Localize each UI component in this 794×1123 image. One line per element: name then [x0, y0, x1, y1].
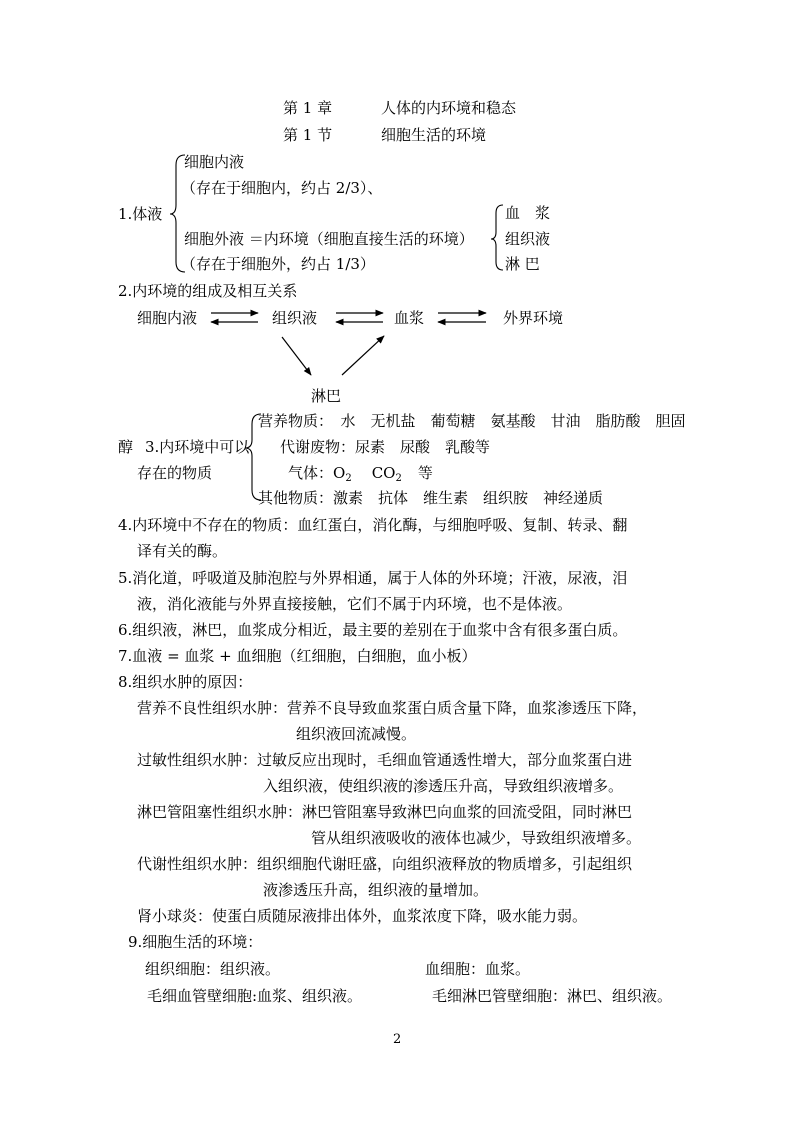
capillary-wall-env: 毛细血管壁细胞:血浆、组织液。	[147, 987, 363, 1005]
others-line: 其他物质：激素 抗体 维生素 组织胺 神经递质	[258, 489, 604, 507]
item9-heading: 9.细胞生活的环境：	[128, 933, 263, 951]
component-lymph: 淋 巴	[505, 255, 540, 273]
item5-line1: 5.消化道，呼吸道及肺泡腔与外界相通，属于人体的外环境；汗液，尿液，泪	[118, 569, 628, 587]
metabolic-edema-line1: 代谢性组织水肿：组织细胞代谢旺盛，向组织液释放的物质增多，引起组织	[137, 855, 633, 873]
gases-line: 气体：$O_2$ $CO_2$ 等	[288, 464, 433, 484]
item4-line1: 4.内环境中不存在的物质：血红蛋白，消化酶，与细胞呼吸、复制、转录、翻	[118, 516, 628, 534]
node-tissue-fluid: 组织液	[272, 309, 318, 327]
substances-brace	[245, 414, 261, 500]
lymphatic-edema-line2: 管从组织液吸收的液体也减少，导致组织液增多。	[311, 829, 642, 847]
intracellular-fluid: 细胞内液	[184, 153, 245, 171]
item3-label-line1: 3.内环境中可以	[145, 438, 250, 456]
metabolic-edema-line2: 液渗透压升高，组织液的量增加。	[263, 881, 489, 899]
item1-label: 1.体液	[118, 205, 163, 223]
arrow-lymph-to-plasma	[342, 336, 384, 375]
section-title: 细胞生活的环境	[381, 126, 487, 144]
extracellular-brace	[491, 205, 503, 270]
blood-cells-env: 血细胞：血浆。	[425, 960, 531, 978]
node-lymph: 淋巴	[311, 387, 342, 405]
item2-heading: 2.内环境的组成及相互关系	[118, 282, 298, 300]
allergic-edema-line2: 入组织液，使组织液的渗透压升高，导致组织液增多。	[263, 777, 624, 795]
arrow-tissue-to-lymph	[282, 337, 311, 375]
carry-over-char: 醇	[118, 438, 134, 456]
component-plasma: 血 浆	[505, 204, 551, 222]
item6: 6.组织液，淋巴，血浆成分相近，最主要的差别在于血浆中含有很多蛋白质。	[118, 621, 628, 639]
malnutrition-edema-line1: 营养不良性组织水肿：营养不良导致血浆蛋白质含量下降，血浆渗透压下降，	[137, 699, 648, 717]
intracellular-note: （存在于细胞内，约占 2/3）、	[181, 179, 383, 197]
extracellular-note: （存在于细胞外，约占 1/3）	[181, 255, 375, 273]
extracellular-fluid: 细胞外液 ＝内环境（细胞直接生活的环境）	[184, 230, 474, 248]
chapter-number: 第 1 章	[283, 99, 333, 117]
lymph-capillary-wall-env: 毛细淋巴管壁细胞：淋巴、组织液。	[432, 987, 673, 1005]
item3-label-line2: 存在的物质	[137, 464, 213, 482]
lymphatic-edema-line1: 淋巴管阻塞性组织水肿：淋巴管阻塞导致淋巴向血浆的回流受阻，同时淋巴	[137, 803, 633, 821]
node-plasma: 血浆	[394, 309, 425, 327]
wastes-line: 代谢废物：尿素 尿酸 乳酸等	[280, 438, 491, 456]
component-tissue-fluid: 组织液	[505, 230, 551, 248]
item4-line2: 译有关的酶。	[137, 542, 228, 560]
allergic-edema-line1: 过敏性组织水肿：过敏反应出现时，毛细血管通透性增大，部分血浆蛋白进	[137, 751, 633, 769]
body-fluid-brace	[170, 155, 185, 272]
item7: 7.血液 = 血浆 + 血细胞（红细胞，白细胞，血小板）	[118, 647, 477, 665]
malnutrition-edema-line2: 组织液回流减慢。	[296, 725, 417, 743]
node-intracellular-fluid: 细胞内液	[137, 309, 198, 327]
nephritis-line: 肾小球炎：使蛋白质随尿液排出体外，血浆浓度下降，吸水能力弱。	[137, 907, 588, 925]
nutrients-line: 营养物质： 水 无机盐 葡萄糖 氨基酸 甘油 脂肪酸 胆固	[258, 412, 686, 430]
item5-line2: 液，消化液能与外界直接接触，它们不属于内环境，也不是体液。	[137, 595, 573, 613]
page-number: 2	[393, 1032, 402, 1047]
section-number: 第 1 节	[283, 126, 333, 144]
node-external-environment: 外界环境	[503, 309, 564, 327]
chapter-title: 人体的内环境和稳态	[381, 99, 517, 117]
tissue-cells-env: 组织细胞：组织液。	[145, 960, 281, 978]
item8-heading: 8.组织水肿的原因：	[118, 673, 253, 691]
